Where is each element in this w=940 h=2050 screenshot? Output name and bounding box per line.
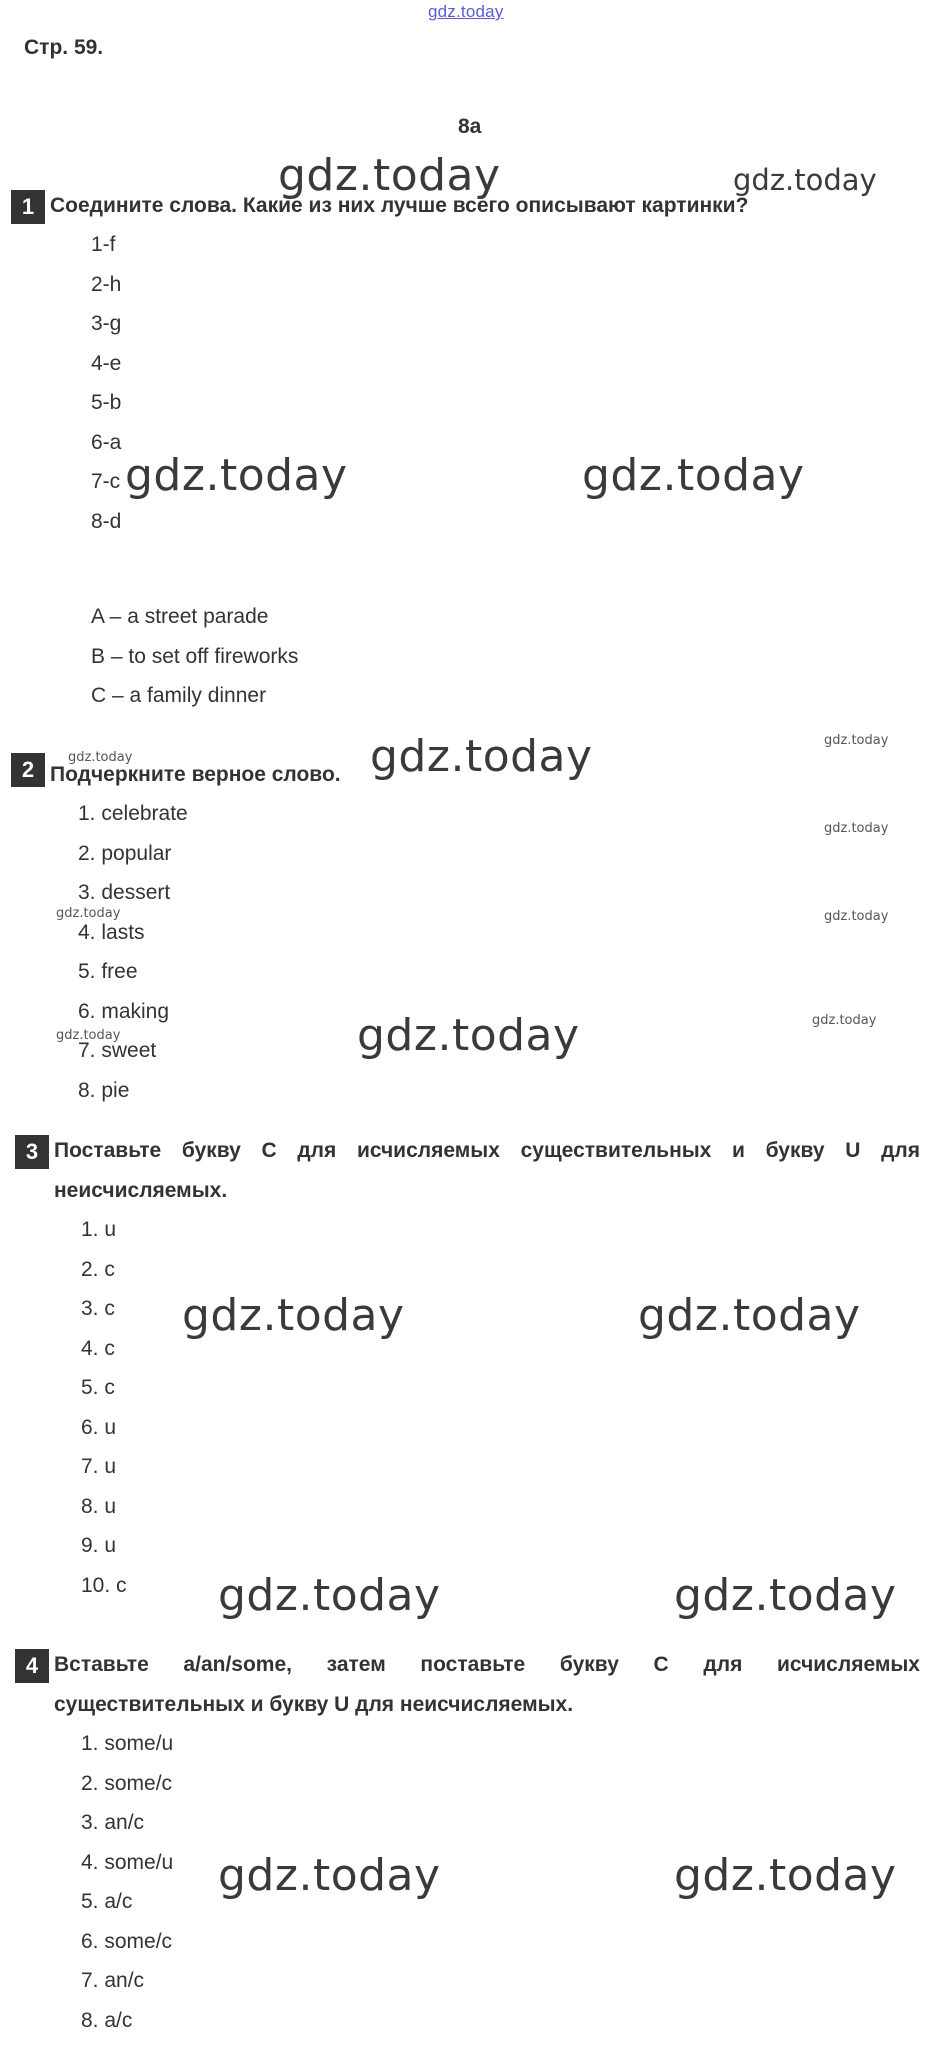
list-item: 5-b: [91, 391, 122, 414]
list-item: 4. lasts: [78, 920, 145, 944]
watermark: gdz.today: [824, 909, 889, 924]
list-item: 6. making: [78, 999, 170, 1023]
list-item: 8. u: [81, 1494, 117, 1518]
watermark: gdz.today: [125, 450, 348, 501]
list-item: 2. some/c: [81, 1771, 173, 1795]
list-item: A – a street parade: [91, 605, 269, 628]
list-item: 7. an/c: [81, 1969, 145, 1992]
list-item: B – to set off fireworks: [91, 644, 299, 668]
list-item: 1. some/u: [81, 1732, 174, 1755]
task-3-title-line-1: Поставьте букву С для исчисляемых существительных и букву U для: [54, 1139, 920, 1162]
watermark: gdz.today: [824, 821, 889, 836]
list-item: 6. some/c: [81, 1929, 173, 1953]
watermark: gdz.today: [582, 450, 805, 501]
list-item: C – a family dinner: [91, 684, 267, 707]
list-item: 8. a/c: [81, 2008, 133, 2032]
task-4-answer-list: [81, 1724, 173, 2040]
task-1-picture-list: [91, 597, 298, 716]
watermark: gdz.today: [68, 750, 133, 765]
list-item: 2. popular: [78, 841, 172, 865]
task-2-answer-list: [78, 794, 188, 1110]
task-3-title-line-2: неисчисляемых.: [54, 1179, 228, 1202]
list-item: 8. pie: [78, 1078, 130, 1102]
task-2-number-badge: 2: [11, 753, 45, 787]
list-item: 2. c: [81, 1257, 115, 1281]
watermark: gdz.today: [278, 150, 501, 201]
task-4-title-line-2: существительных и букву U для неисчисляемых.: [54, 1693, 574, 1716]
list-item: 7-c: [91, 470, 121, 493]
watermark: gdz.today: [824, 733, 889, 748]
list-item: 4-e: [91, 351, 122, 375]
watermark: gdz.today: [357, 1010, 580, 1061]
task-3-answer-list: [81, 1210, 127, 1605]
watermark: gdz.today: [812, 1013, 877, 1028]
list-item: 10. c: [81, 1573, 127, 1597]
list-item: 6-a: [91, 430, 122, 454]
watermark: gdz.today: [674, 1570, 897, 1621]
site-link[interactable]: gdz.today: [428, 2, 504, 21]
watermark: gdz.today: [733, 163, 877, 197]
list-item: 6. u: [81, 1415, 117, 1439]
list-item: 5. a/c: [81, 1890, 133, 1913]
watermark: gdz.today: [370, 731, 593, 782]
list-item: 3. dessert: [78, 881, 171, 904]
watermark: gdz.today: [56, 906, 121, 921]
task-1-title: Соедините слова. Какие из них лучше всего описывают картинки?: [50, 194, 749, 217]
list-item: 3. c: [81, 1297, 115, 1320]
task-1-answer-list: [91, 225, 121, 541]
watermark: gdz.today: [638, 1290, 861, 1341]
list-item: 1. celebrate: [78, 802, 188, 825]
list-item: 4. some/u: [81, 1850, 174, 1874]
list-item: 8-d: [91, 509, 122, 533]
watermark: gdz.today: [218, 1570, 441, 1621]
task-4-number-badge: 4: [15, 1649, 49, 1683]
list-item: 9. u: [81, 1534, 117, 1557]
list-item: 4. c: [81, 1336, 115, 1360]
list-item: 2-h: [91, 272, 122, 296]
list-item: 7. sweet: [78, 1039, 157, 1062]
unit-title: 8a: [458, 115, 482, 138]
task-2-title: Подчеркните верное слово.: [50, 763, 341, 786]
list-item: 5. free: [78, 960, 138, 983]
watermark: gdz.today: [674, 1850, 897, 1901]
list-item: 3. an/c: [81, 1811, 145, 1834]
watermark: gdz.today: [182, 1290, 405, 1341]
task-3-number-badge: 3: [15, 1135, 49, 1169]
task-1-number-badge: 1: [11, 190, 45, 224]
list-item: 3-g: [91, 312, 122, 335]
watermark: gdz.today: [56, 1028, 121, 1043]
list-item: 1. u: [81, 1218, 117, 1241]
list-item: 1-f: [91, 233, 116, 256]
watermark: gdz.today: [218, 1850, 441, 1901]
page-reference: Стр. 59.: [24, 36, 104, 59]
task-4-title-line-1: Вставьте a/an/some, затем поставьте букву С для исчисляемых: [54, 1653, 920, 1676]
list-item: 5. c: [81, 1376, 115, 1399]
list-item: 7. u: [81, 1455, 117, 1478]
